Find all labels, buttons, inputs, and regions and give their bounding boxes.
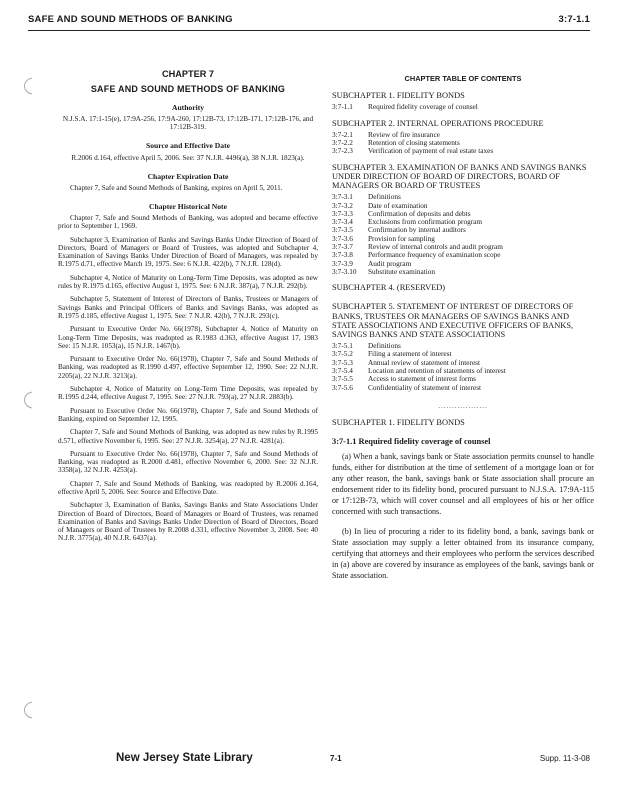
page-number: 7-1 [330,754,342,763]
authority-text: N.J.S.A. 17:1-15(e), 17:9A-256, 17:9A-260, 17:12B-73, 17:12B-171, 17:12B-176, and 17:12B-319. [62,114,314,132]
header-rule [28,30,590,31]
toc-entry-title: Confirmation of deposits and debts [368,208,471,218]
toc-entry-number: 3:7-5.5 [332,374,353,384]
toc-entry-number: 3:7-3.3 [332,208,353,218]
toc-entry[interactable] [332,103,594,111]
toc-entry-title: Filing a statement of interest [368,349,452,359]
toc-entry-title: Annual review of statement of interest [368,357,481,367]
toc-entry-number: 3:7-3.4 [332,217,353,227]
history-paragraph: Pursuant to Executive Order No. 66(1978), Chapter 7, Safe and Sound Methods of Banking, was readopted as R.2000 d.481, effective November 6, 2000. See: 32 N.J.R. 3358(a), 32 N.J.R. 4253(a). [58,449,318,475]
toc-entry-title: Review of internal controls and audit program [368,241,503,251]
running-head [28,14,590,25]
toc-entry-title: Definitions [368,192,401,202]
toc-entry-title: Required fidelity coverage of counsel [368,102,478,112]
toc-entry-title: Provision for sampling [368,233,435,243]
toc-entry-number: 3:7-5.2 [332,349,353,359]
history-paragraph: Subchapter 4, Notice of Maturity on Long-Term Time Deposits, was repealed by R.1995 d.244, effective August 7, 1995. See: 27 N.J.R. 793(a), 27 N.J.R. 2883(b). [58,385,318,402]
toc-entry-title: Confidentiality of statement of interest [368,382,482,392]
toc-entry-number: 3:7-5.3 [332,357,353,367]
historical-note-heading: Chapter Historical Note [149,201,227,211]
toc-subchapter-heading: SUBCHAPTER 2. INTERNAL OPERATIONS PROCEDURE [332,118,544,128]
toc-entry-number: 3:7-1.1 [332,102,353,112]
source-heading: Source and Effective Date [145,141,230,151]
history-paragraph: Subchapter 3, Examination of Banks and Savings Banks Under Direction of Board of Directors, Board of Managers or Board of Trustees, was adopted and Subchapter 4, Examination of Savings Banks Under Direction of Board of Managers, was repealed by R.1975 d.71, effective March 19, 1975. See: 6 N.J.R. 422(b), 7 N.J.R. 128(d). [58,235,318,269]
history-paragraph: Pursuant to Executive Order No. 66(1978), Subchapter 4, Notice of Maturity on Long-Term Time Deposits, was readopted as R.1983 d.363, effective August 17, 1983 See: 15 N.J.R. 1053(a), 15 N.J.R. 1467(b). [58,325,318,350]
toc-entry-number: 3:7-3.7 [332,241,353,251]
toc-entry-title: Exclusions from confirmation program [368,217,483,227]
toc-entry-number: 3:7-3.5 [332,225,353,235]
library-watermark: New Jersey State Library [116,752,253,764]
toc-subchapter [332,119,594,156]
toc-entry-number: 3:7-3.9 [332,258,353,268]
running-head-title: SAFE AND SOUND METHODS OF BANKING [28,14,233,25]
toc-entry-title: Confirmation by internal auditors [368,225,466,235]
expiration-heading: Chapter Expiration Date [147,172,229,182]
history-paragraph: Chapter 7, Safe and Sound Methods of Banking, was adopted as new rules by R.1995 d.571, effective November 6, 1995. See: 27 N.J.R. 3254(a), 27 N.J.R. 4281(a). [58,428,318,445]
source-text: R.2006 d.164, effective April 5, 2006. See: 37 N.J.R. 4496(a), 38 N.J.R. 1823(a). [71,153,305,162]
section-heading: 3:7-1.1 Required fidelity coverage of counsel [332,436,491,446]
rule-paragraph: (a) When a bank, savings bank or State association permits counsel to handle funds, either for distribution at the time of settlement of a mortgage loan or for any other reason, the bank, savings bank or State association shall procure an endorsement rider to its fidelity bond, procured pursuant to N.J.S.A. 17:9A-115 or 17:12B-73, which will cover counsel and all employees of his or her office concerned with such transactions. [332,451,594,516]
history-paragraph: Pursuant to Executive Order No. 66(1978), Chapter 7, Safe and Sound Methods of Banking, was readopted as R.1990 d.497, effective September 12, 1990. See: 22 N.J.R. 2205(a), 22 N.J.R. 3213(a). [58,355,318,380]
toc-entry-number: 3:7-2.3 [332,146,353,156]
history-paragraph: Pursuant to Executive Order No. 66(1978), Chapter 7, Safe and Sound Methods of Banking, expired on September 12, 1995. [58,406,318,423]
toc-entry-title: Audit program [368,258,412,268]
toc-entry-number: 3:7-2.2 [332,138,353,147]
toc-entry-title: Date of examination [368,200,428,210]
chapter-number: CHAPTER 7 [161,69,215,79]
toc-entry-title: Review of fire insurance [368,129,440,139]
toc-entry-number: 3:7-5.1 [332,341,353,351]
toc-entry[interactable] [332,384,594,392]
punch-hole-mark [18,76,40,96]
chapter-title: SAFE AND SOUND METHODS OF BANKING [90,84,286,95]
toc-entry-number: 3:7-5.4 [332,366,353,376]
toc-entry-number: 3:7-3.8 [332,250,353,260]
toc-subchapter [332,163,594,277]
running-head-section: 3:7-1.1 [558,14,590,25]
punch-hole-mark [18,390,40,410]
toc-subchapter-heading: SUBCHAPTER 4. (RESERVED) [332,283,446,293]
toc-entry-number: 3:7-3.10 [332,266,357,276]
history-paragraph: Subchapter 3, Examination of Banks, Savings Banks and State Associations Under Direction of Board of Directors, Board of Managers or Board of Trustees, was renamed Examination of Banks and Savings Banks Under Direction of Board of Directors, Board of Managers or Board of Trustees by R.2008 d.331, effective November 3, 2008. See: 40 N.J.R. 3775(a), 40 N.J.R. 6437(a). [58,501,318,543]
toc-entry[interactable] [332,268,594,276]
toc-entry-title: Performance frequency of examination scope [368,250,501,260]
toc-entry-number: 3:7-3.6 [332,233,353,243]
toc-subchapter [332,283,594,292]
toc-entry-number: 3:7-2.1 [332,129,353,139]
toc-entry-title: Access to statement of interest forms [368,374,477,384]
left-column [58,70,318,548]
toc-entry-title: Retention of closing statements [368,138,460,147]
section-separator: .................. [438,401,488,410]
expiration-text: Chapter 7, Safe and Sound Methods of Banking, expires on April 5, 2011. [70,184,283,193]
toc-entry-number: 3:7-3.2 [332,200,353,210]
toc-subchapter-heading: SUBCHAPTER 3. EXAMINATION OF BANKS AND SAVINGS BANKS UNDER DIRECTION OF BOARD OF DIRECTORS, BOARD OF MANAGERS OR BOARD OF TRUSTEES [332,162,587,190]
toc-entry-title: Definitions [368,341,401,351]
subchapter-heading: SUBCHAPTER 1. FIDELITY BONDS [332,417,465,427]
toc-subchapter [332,302,594,392]
history-paragraph: Subchapter 4, Notice of Maturity on Long-Term Time Deposits, was adopted as new rules by R.1975 d.165, effective August 1, 1975. See: 6 N.J.R. 387(a), 7 N.J.R. 292(b). [58,273,318,291]
toc-subchapter-heading: SUBCHAPTER 5. STATEMENT OF INTEREST OF DIRECTORS OF BANKS, TRUSTEES OR MANAGERS OF SAVINGS BANKS AND STATE ASSOCIATIONS AND EXECUTIVE OFFICERS OF BANKS, SAVINGS BANKS AND STATE ASSOCIATIONS [332,302,574,339]
history-paragraph: Chapter 7, Safe and Sound Methods of Banking, was readopted by R.2006 d.164, effective April 5, 2006. See: Source and Effective Date. [58,479,318,496]
history-paragraph: Chapter 7, Safe and Sound Methods of Banking, was adopted and became effective prior to September 1, 1969. [58,213,318,231]
toc-subchapter [332,91,594,112]
toc-subchapter-heading: SUBCHAPTER 1. FIDELITY BONDS [332,91,465,100]
toc-entry-number: 3:7-3.1 [332,192,353,202]
toc-entry-number: 3:7-5.6 [332,382,353,392]
supplement-date: Supp. 11-3-08 [539,754,590,763]
history-paragraph: Subchapter 5, Statement of Interest of Directors of Banks, Trustees or Managers of Savings Banks and Principal Officers of Banks and Savings Banks, was adopted as R.1975 d.185, effective August 1, 1975. See: 7 N.J.R. 42(b), 7 N.J.R. 293(c). [58,295,318,320]
rule-paragraph: (b) In lieu of procuring a rider to its fidelity bond, a bank, savings bank or State association may supply a letter obtained from its insurance company, certifying that attorneys and their employees who perform the services described in (a) above are covered by insurance as employees of the bank, savings bank or State association. [332,527,594,581]
punch-hole-mark [18,700,40,720]
toc-entry[interactable] [332,147,594,155]
authority-heading: Authority [171,102,205,112]
toc-title: CHAPTER TABLE OF CONTENTS [404,74,522,83]
right-column [332,70,594,592]
toc-entry-title: Verification of payment of real estate taxes [368,146,494,156]
toc-entry-title: Substitute examination [368,266,436,276]
toc-entry-title: Location and retention of statements of interest [368,366,506,376]
